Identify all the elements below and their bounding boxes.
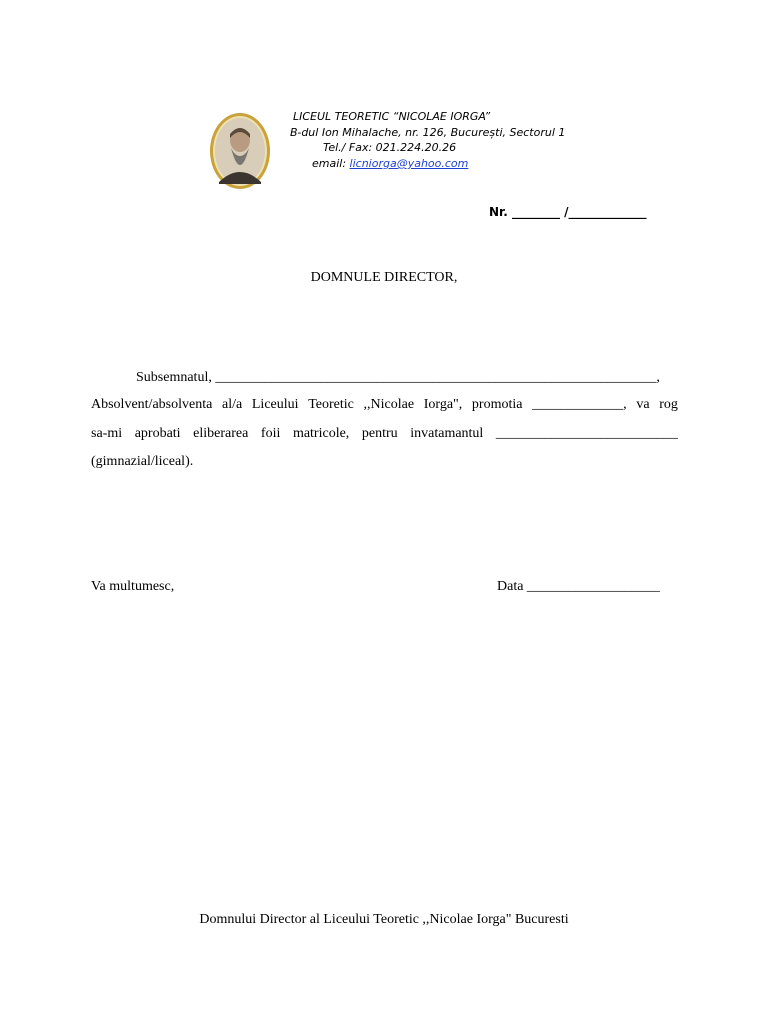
body-line-2 xyxy=(91,397,678,413)
word: eliberarea xyxy=(193,426,249,441)
footer-address: Domnului Director al Liceului Teoretic ,,Nicolae Iorga" Bucuresti xyxy=(199,912,569,927)
word: sa-mi xyxy=(91,426,123,441)
word: al/a xyxy=(221,397,243,412)
portrait-medallion-icon xyxy=(209,112,271,190)
word: foii xyxy=(260,426,281,441)
word: aprobati xyxy=(134,426,181,441)
word: ,,Nicolae xyxy=(363,397,415,412)
email-label: email: xyxy=(312,157,350,170)
date-field: Data ___________________ xyxy=(497,579,660,594)
closing-text: Va multumesc, xyxy=(91,579,175,594)
word: Teoretic xyxy=(308,397,354,412)
body-line-1: Subsemnatul, _______________________________________________________________, xyxy=(136,370,660,385)
salutation: DOMNULE DIRECTOR, xyxy=(310,270,458,285)
body-line-3 xyxy=(91,426,678,442)
word: invatamantul xyxy=(410,426,484,441)
word: Absolvent/absolventa xyxy=(91,397,213,412)
word: rog xyxy=(659,397,678,412)
body-line-4: (gimnazial/liceal). xyxy=(91,454,194,469)
registration-number-field: Nr. ________ /_____________ xyxy=(489,205,647,219)
email-link[interactable]: licniorga@yahoo.com xyxy=(349,157,469,170)
school-email xyxy=(312,156,468,171)
word: va xyxy=(636,397,650,412)
word: pentru xyxy=(361,426,398,441)
word: matricole, xyxy=(292,426,350,441)
word: promotia xyxy=(471,397,523,412)
school-phone: Tel./ Fax: 021.224.20.26 xyxy=(323,141,457,154)
school-name: LICEUL TEORETIC “NICOLAE IORGA” xyxy=(293,110,491,123)
word: __________________________ xyxy=(495,426,678,441)
word: Iorga", xyxy=(423,397,463,412)
word: _____________, xyxy=(532,397,627,412)
word: Liceului xyxy=(251,397,299,412)
school-address: B-dul Ion Mihalache, nr. 126, București, Sectorul 1 xyxy=(290,126,566,139)
